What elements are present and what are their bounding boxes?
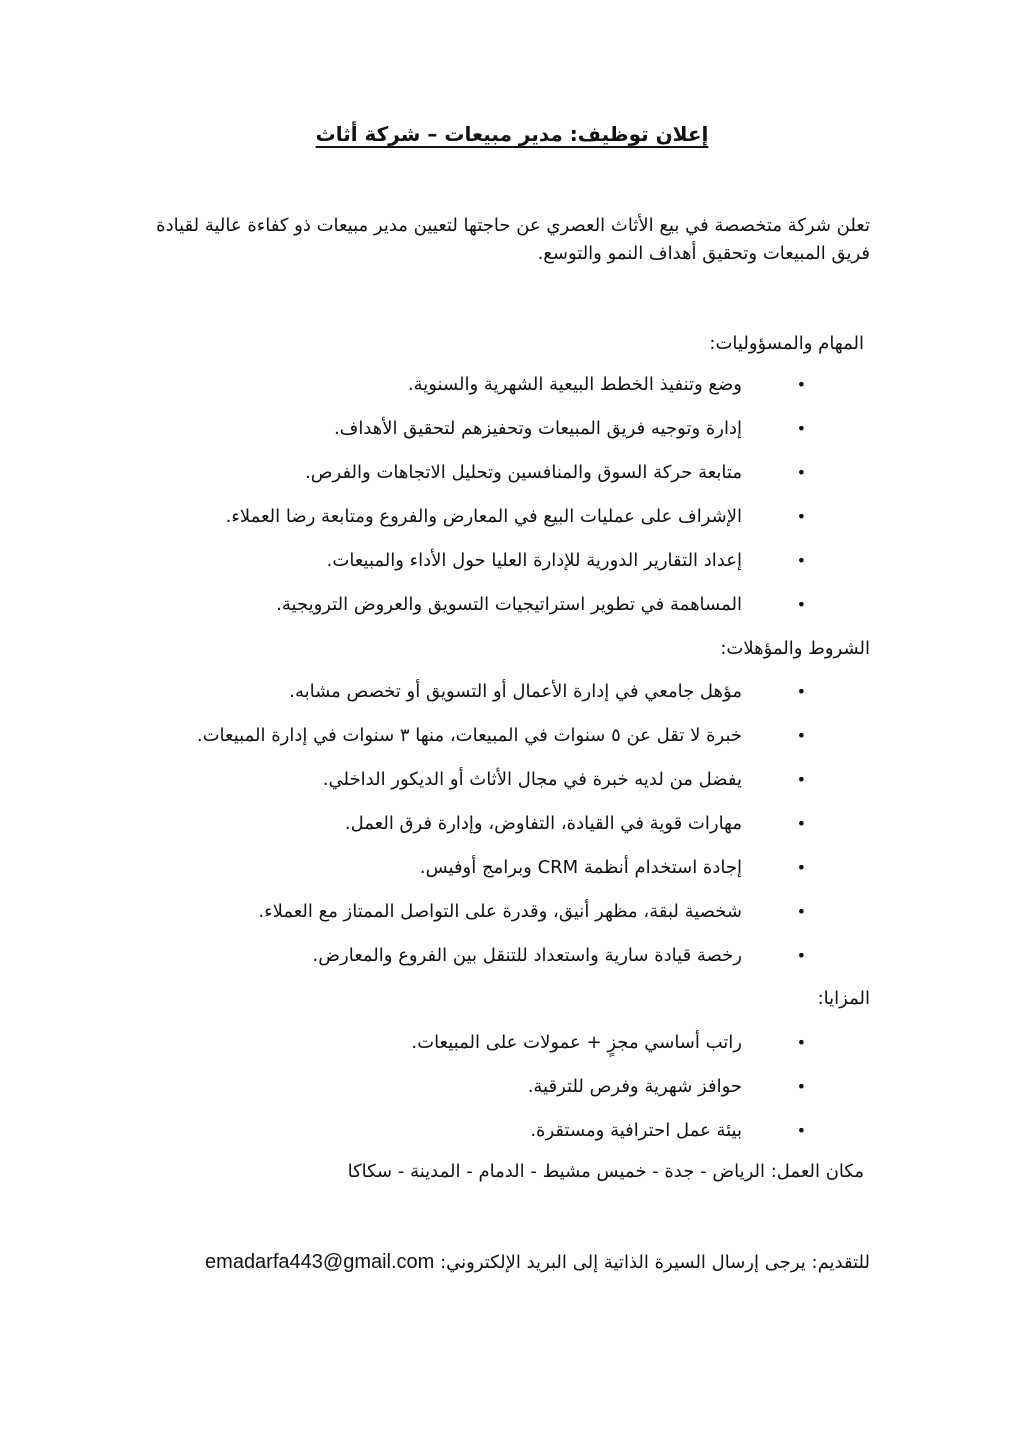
list-item [150,680,870,724]
list-item [150,549,870,593]
bullet-icon: • [796,858,806,877]
list-item [150,812,870,856]
list-item [150,1075,870,1119]
list-item-text: الإشراف على عمليات البيع في المعارض والفروع ومتابعة رضا العملاء. [225,506,742,527]
bullet-icon: • [796,1077,806,1096]
bullet-icon: • [796,463,806,482]
list-item-text: مهارات قوية في القيادة، التفاوض، وإدارة فرق العمل. [344,813,742,834]
apply-label: للتقديم: يرجى إرسال السيرة الذاتية إلى البريد الإلكتروني: [440,1252,870,1273]
bullet-icon: • [796,902,806,921]
intro-paragraph: تعلن شركة متخصصة في بيع الأثاث العصري عن حاجتها لتعيين مدير مبيعات ذو كفاءة عالية لقيادة فريق المبيعات وتحقيق أهداف النمو والتوسع. [156,215,870,264]
benefits-heading: المزايا: [817,988,870,1009]
bullet-icon: • [796,726,806,745]
apply-line [205,1250,870,1275]
list-item [150,417,870,461]
email-link[interactable]: emadarfa443@gmail.com [205,1251,435,1273]
list-item [150,373,870,417]
list-item [150,461,870,505]
bullet-icon: • [796,419,806,438]
list-item [150,900,870,944]
list-item-text: وضع وتنفيذ الخطط البيعية الشهرية والسنوية. [407,374,742,395]
list-item-text: حوافز شهرية وفرص للترقية. [527,1076,742,1097]
duties-heading: المهام والمسؤوليات: [709,333,864,354]
list-item-text: متابعة حركة السوق والمنافسين وتحليل الاتجاهات والفرص. [305,462,742,483]
bullet-icon: • [796,375,806,394]
workplace-line: مكان العمل: الرياض - جدة - خميس مشيط - الدمام - المدينة - سكاكا [347,1161,864,1182]
requirements-heading: الشروط والمؤهلات: [720,638,870,659]
list-item-text: رخصة قيادة سارية واستعداد للتنقل بين الفروع والمعارض. [312,945,742,966]
list-item [150,856,870,900]
list-item-text: شخصية لبقة، مظهر أنيق، وقدرة على التواصل الممتاز مع العملاء. [258,901,742,922]
list-item-text: يفضل من لديه خبرة في مجال الأثاث أو الديكور الداخلي. [322,769,742,790]
list-item-text: مؤهل جامعي في إدارة الأعمال أو التسويق أو تخصص مشابه. [289,681,742,702]
page-title: إعلان توظيف: مدير مبيعات – شركة أثاث [315,122,709,146]
list-item [150,944,870,988]
benefits-list [150,1031,870,1163]
list-item-text: إجادة استخدام أنظمة CRM وبرامج أوفيس. [419,857,742,878]
bullet-icon: • [796,946,806,965]
bullet-icon: • [796,1033,806,1052]
bullet-icon: • [796,595,806,614]
list-item-text: راتب أساسي مجزٍ + عمولات على المبيعات. [411,1032,742,1053]
list-item-text: بيئة عمل احترافية ومستقرة. [530,1120,742,1141]
bullet-icon: • [796,682,806,701]
bullet-icon: • [796,551,806,570]
list-item-text: إدارة وتوجيه فريق المبيعات وتحفيزهم لتحقيق الأهداف. [333,418,742,439]
duties-list [150,373,870,637]
bullet-icon: • [796,770,806,789]
list-item-text: المساهمة في تطوير استراتيجيات التسويق والعروض الترويجية. [276,594,742,615]
bullet-icon: • [796,507,806,526]
list-item [150,593,870,637]
list-item-text: خبرة لا تقل عن ٥ سنوات في المبيعات، منها ٣ سنوات في إدارة المبيعات. [196,725,742,746]
list-item [150,1119,870,1163]
list-item [150,1031,870,1075]
requirements-list [150,680,870,988]
bullet-icon: • [796,814,806,833]
list-item [150,505,870,549]
list-item [150,724,870,768]
list-item-text: إعداد التقارير الدورية للإدارة العليا حول الأداء والمبيعات. [326,550,742,571]
bullet-icon: • [796,1121,806,1140]
list-item [150,768,870,812]
